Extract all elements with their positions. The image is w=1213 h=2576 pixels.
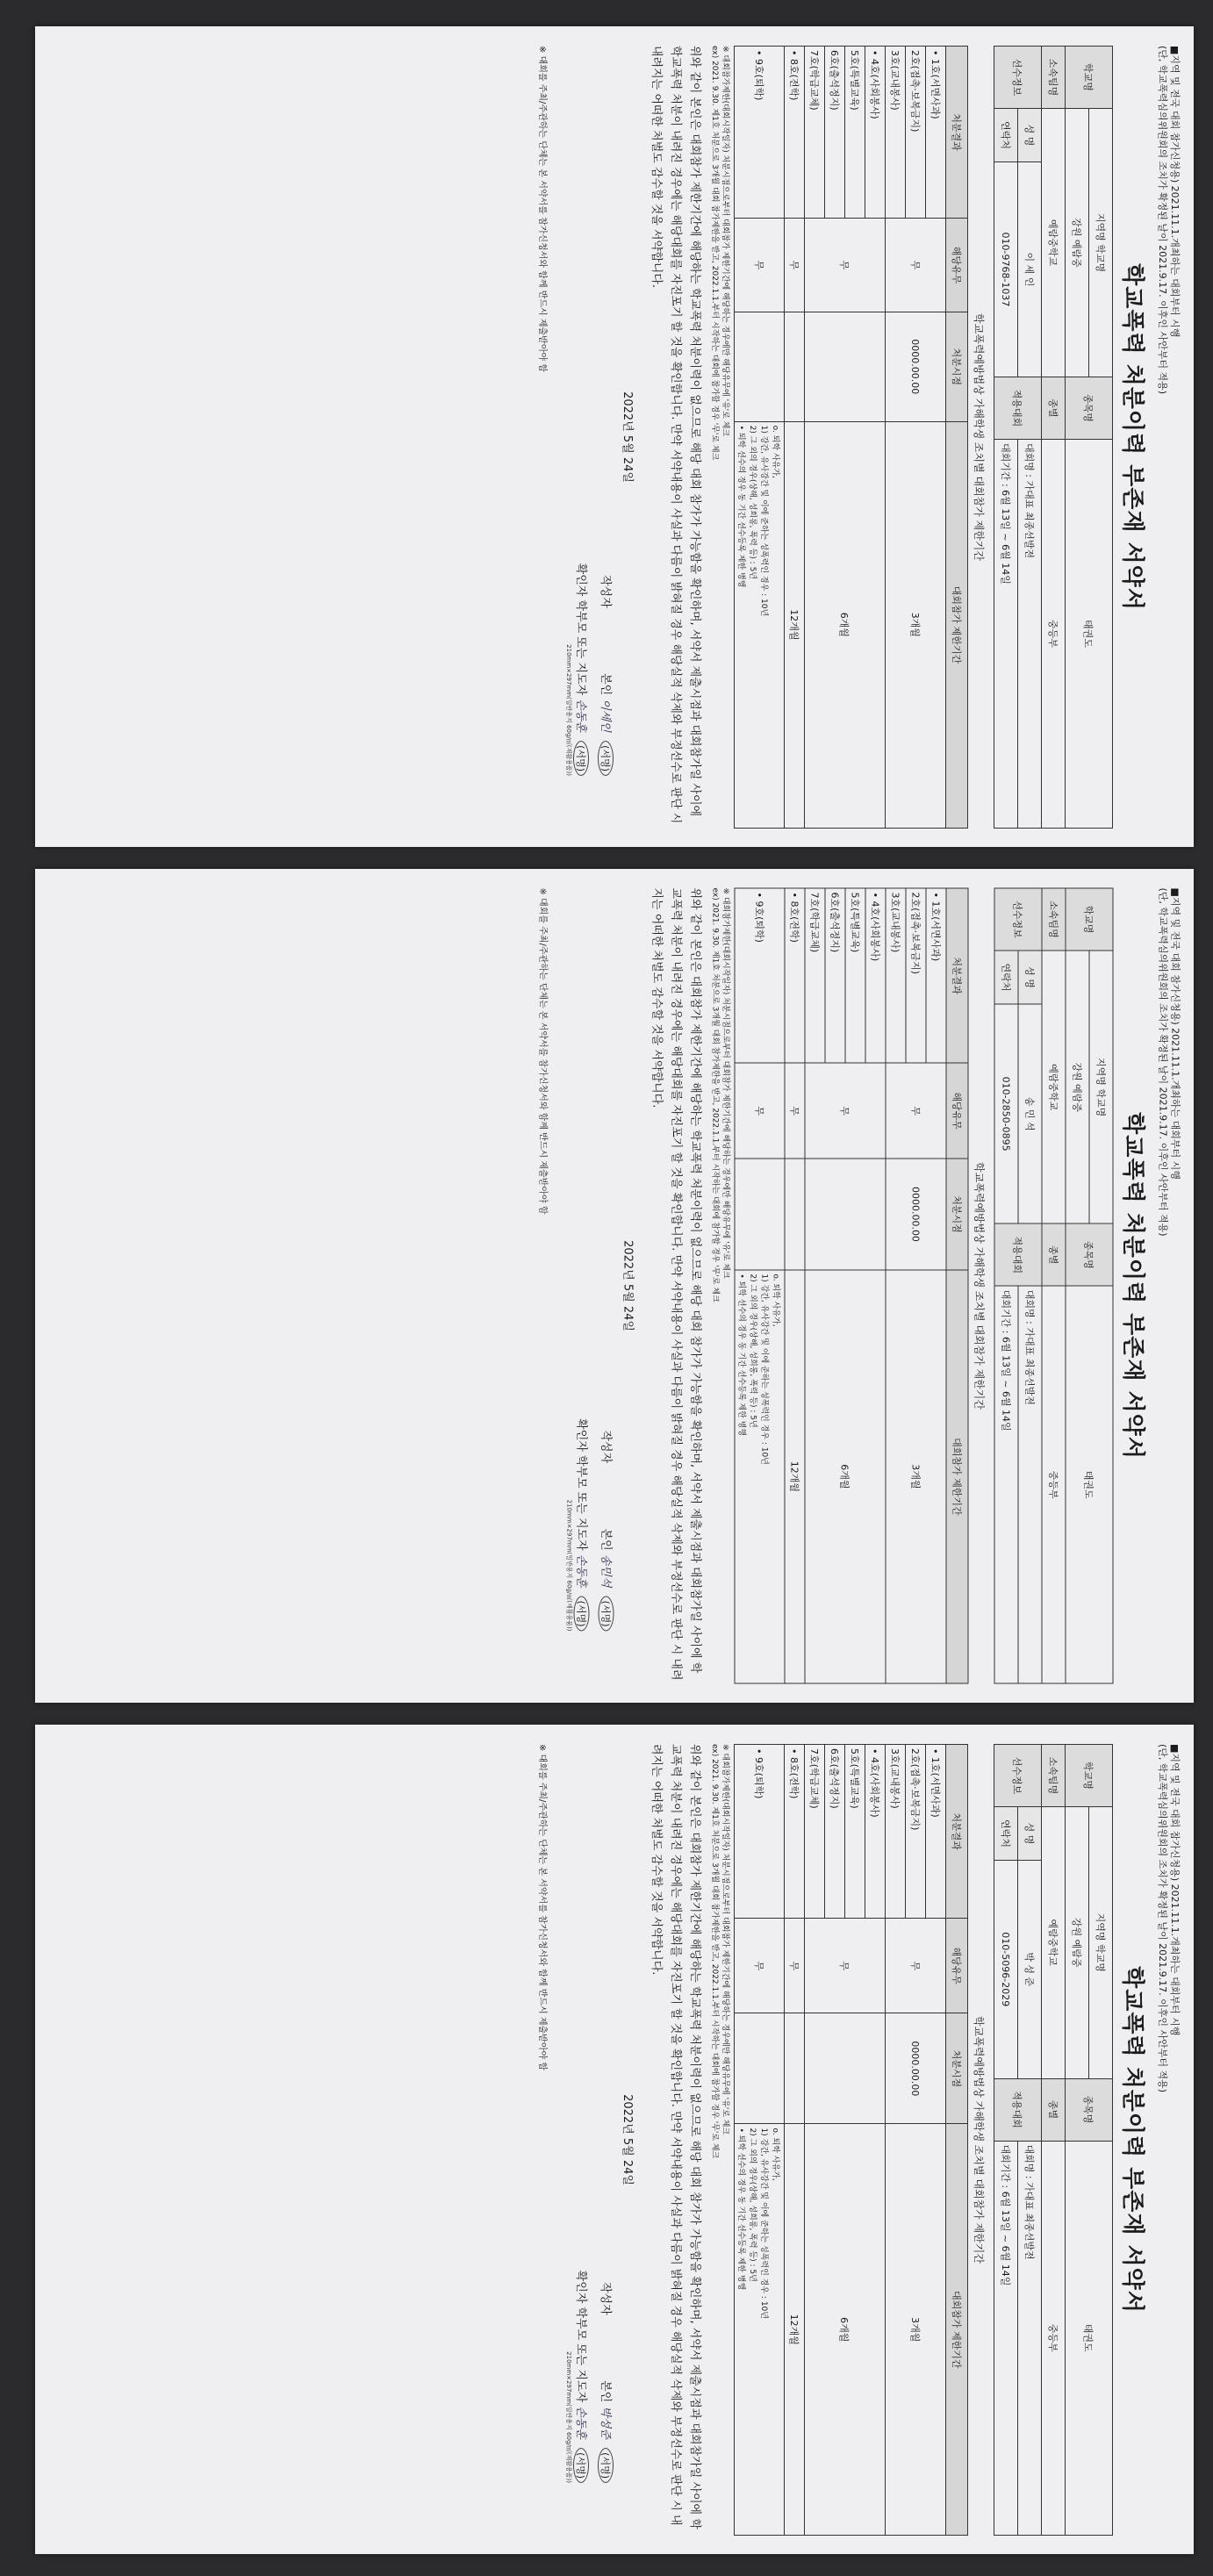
pledge-text: 위와 같이 본인은 대회참가 제한기간에 해당하는 학교폭력 처분이력이 없으므로 해당 대회 참가가 가능함을 확인하며, 서약서 제출시점과 대회참가일 사이에 학교폭력 처분이 내려진 경우에는 해당대회를 자진포기 할 것을 확인합니다. 만약 서약내용이 사실과 다름이 밝혀질 경우 해당실적 삭제와 부정선수로 판단 시 내려지는 어떠한 처벌도 감수할 것을 서약합니다. xyxy=(650,887,702,1681)
category-label: 종별 xyxy=(1042,377,1066,439)
table-cell xyxy=(735,312,785,421)
table-cell: 5호(특별교육) xyxy=(845,1744,865,1918)
table-cell: • 4호(사회봉사) xyxy=(865,888,886,1063)
name-label: 성 명 xyxy=(1018,108,1042,161)
table-cell: 무 xyxy=(886,1918,946,2013)
contact-label: 연락처 xyxy=(994,1806,1018,1860)
header-line-2: (단, 학교폭력심의위원회의 조치가 확정된 날이 2021.9.17. 이후인 사안부터 적용) xyxy=(1157,45,1168,394)
principal-label: 본인 xyxy=(599,672,612,695)
competition-period: 대회기간 : 6월 13일 ~ 6월 14일 xyxy=(994,1286,1018,1683)
contact-label: 연락처 xyxy=(994,951,1018,1004)
table-cell: 무 xyxy=(805,1063,886,1159)
document-title: 학교폭력 처분이력 부존재 서약서 xyxy=(1119,1112,1146,1460)
document-sheet-2 xyxy=(35,869,1194,1703)
name-value: 박 성 준 xyxy=(1018,1860,1042,2078)
contact-value: 010-5096-2029 xyxy=(994,1860,1018,2078)
table-cell: o. 퇴학 사유가, 1) 강간, 유사강간 및 이에 준하는 성폭력인 경우 : 10년 2) 그 외의 경우(상해, 성희롱, 폭력 등) : 5년 • 퇴학 선수의 경우 동 기간 선수등록 제한 병행 xyxy=(735,1270,785,1683)
header-line-2: (단, 학교폭력심의위원회의 조치가 확정된 날이 2021.9.17. 이후인 사안부터 적용) xyxy=(1157,1743,1168,2092)
team-label: 소속팀명 xyxy=(1042,1744,1066,1806)
footer-notice: ※ 대회를 주최/주관하는 단체는 본 서약서를 참가신청서와 함께 반드시 제출받아야 함 xyxy=(537,887,548,1215)
table-cell xyxy=(735,2013,785,2123)
table-cell: 무 xyxy=(735,218,785,312)
table-cell: 무 xyxy=(785,218,805,312)
name-label: 성 명 xyxy=(1018,951,1042,1004)
name-value: 송 민 석 xyxy=(1018,1004,1042,1223)
info-table xyxy=(994,888,1114,1684)
principal-label: 본인 xyxy=(599,1528,613,1551)
table-cell: 6호(출석정지) xyxy=(825,888,845,1063)
table-cell xyxy=(735,1159,785,1270)
school-region-label: 지역명 학교명 xyxy=(1089,108,1113,377)
table-cell: 12개월 xyxy=(785,2123,805,2535)
sanctions-table xyxy=(735,888,969,1684)
team-label: 소속팀명 xyxy=(1042,888,1066,951)
pledge-text: 위와 같이 본인은 대회참가 제한기간에 해당하는 학교폭력 처분이력이 없으므로 해당 대회 참가가 가능함을 확인하며, 서약서 제출시점과 대회참가일 사이에 학교폭력 처분이 내려진 경우에는 해당대회를 자진포기 할 것을 확인합니다. 만약 서약내용이 사실과 다름이 밝혀질 경우 해당실적 삭제와 부정선수로 판단 시 내려지는 어떠한 처벌도 감수할 것을 서약합니다. xyxy=(650,45,701,823)
date: 2022년 5월 24일 xyxy=(621,1240,635,1331)
school-label: 학교명 xyxy=(1066,46,1113,108)
school-label: 학교명 xyxy=(1066,888,1113,951)
team-value: 예람중학교 xyxy=(1042,951,1066,1223)
col-limit: 대회참가 제한기간 xyxy=(946,1270,968,1683)
table-cell: 3호(교내봉사) xyxy=(886,46,906,218)
table-cell: 무 xyxy=(805,218,886,312)
confirmer-line xyxy=(573,1744,591,2483)
table-cell: 3개월 xyxy=(886,1270,946,1683)
table-cell: • 1호(서면사과) xyxy=(926,46,946,218)
table-cell: 3개월 xyxy=(886,421,946,828)
col-limit: 대회참가 제한기간 xyxy=(946,2123,968,2535)
event-value: 태권도 xyxy=(1066,1286,1113,1683)
competition-name: 대회명 : 가대표 최종선발전 xyxy=(1018,439,1042,828)
table-cell: • 4호(사회봉사) xyxy=(865,46,886,218)
principal-signature: 이세인 xyxy=(599,698,612,732)
col-date: 처분시점 xyxy=(946,2013,968,2123)
contact-value: 010-9768-1037 xyxy=(994,161,1018,377)
table-cell: 3호(교내봉사) xyxy=(886,888,906,1063)
seal-mark: (서명) xyxy=(598,741,614,776)
document-sheet-1 xyxy=(35,26,1194,847)
category-value: 중등부 xyxy=(1042,439,1066,828)
table-cell: • 8호(전학) xyxy=(785,1744,805,1918)
table-cell: 3개월 xyxy=(886,2123,946,2535)
writer-line xyxy=(598,1744,615,2483)
table-cell: 6호(출석정지) xyxy=(825,1744,845,1918)
table-cell: 0000.00.00 xyxy=(886,1159,946,1270)
table-cell: 5호(특별교육) xyxy=(845,888,865,1063)
header-line-1: ■지역 및 전국 대회 참가신청용) 2021.11.1.개최하는 대회부터 시행 xyxy=(1169,45,1181,337)
table-cell: • 4호(사회봉사) xyxy=(865,1744,886,1918)
category-value: 중등부 xyxy=(1042,2141,1066,2536)
sanctions-table xyxy=(734,46,968,829)
table-cell: • 8호(전학) xyxy=(785,888,805,1063)
table-cell: 12개월 xyxy=(785,421,805,828)
table-cell: 7호(학급교체) xyxy=(805,46,825,218)
table-cell: 0000.00.00 xyxy=(886,312,946,421)
table-cell: • 1호(서면사과) xyxy=(926,1744,946,1918)
principal-signature: 송민석 xyxy=(599,1553,613,1588)
col-result: 처분결과 xyxy=(946,888,968,1063)
event-label: 종목명 xyxy=(1066,377,1113,439)
player-label: 선수정보 xyxy=(994,46,1042,108)
table-cell: • 9호(퇴학) xyxy=(735,888,785,1063)
table-cell: 7호(학급교체) xyxy=(805,888,825,1063)
table-cell: 6개월 xyxy=(805,1270,886,1683)
school-region-value: 강원 예람중 xyxy=(1066,951,1089,1223)
table-cell xyxy=(785,1159,805,1270)
pledge-text: 위와 같이 본인은 대회참가 제한기간에 해당하는 학교폭력 처분이력이 없으므로 해당 대회 참가가 가능함을 확인하며, 서약서 제출시점과 대회참가일 사이에 학교폭력 처분이 내려진 경우에는 해당대회를 자진포기 할 것을 확인합니다. 만약 서약내용이 사실과 다름이 밝혀질 경우 해당실적 삭제와 부정선수로 판단 시 내려지는 어떠한 처벌도 감수할 것을 서약합니다. xyxy=(650,1743,701,2529)
contact-label: 연락처 xyxy=(994,108,1018,161)
principal-label: 본인 xyxy=(599,2379,612,2402)
competition-label: 적용대회 xyxy=(994,2078,1042,2141)
table-cell: 무 xyxy=(735,1063,785,1159)
seal-mark: (서명) xyxy=(573,741,589,776)
table-cell: 6개월 xyxy=(805,421,886,828)
competition-label: 적용대회 xyxy=(994,1223,1042,1286)
school-label: 학교명 xyxy=(1066,1744,1113,1806)
competition-period: 대회기간 : 6월 13일 ~ 6월 14일 xyxy=(994,2141,1018,2536)
principal-signature: 박성준 xyxy=(599,2405,612,2439)
writer-line xyxy=(598,46,615,776)
table-cell: o. 퇴학 사유가, 1) 강간, 유사강간 및 이에 준하는 성폭력인 경우 : 10년 2) 그 외의 경우(상해, 성희롱, 폭력 등) : 5년 • 퇴학 선수의 경우 동 기간 선수등록 제한 병행 xyxy=(735,421,785,828)
player-label: 선수정보 xyxy=(994,888,1042,951)
table-cell: • 9호(퇴학) xyxy=(735,1744,785,1918)
header-line-2: (단, 학교폭력심의위원회의 조치가 확정된 날이 2021.9.17. 이후인 사안부터 적용) xyxy=(1157,887,1169,1237)
writer-line xyxy=(599,888,616,1632)
col-date: 처분시점 xyxy=(946,1159,968,1270)
player-label: 선수정보 xyxy=(994,1744,1042,1806)
document xyxy=(40,876,1190,1697)
confirmer-label: 확인자 학부모 또는 지도자 xyxy=(574,1418,588,1551)
table-cell: 12개월 xyxy=(785,1270,805,1683)
table-title: 학교폭력예방법상 가해학생 조치별 대회참가 제한기간 xyxy=(973,1162,986,1410)
school-region-value: 강원 예람중 xyxy=(1066,1806,1089,2078)
competition-label: 적용대회 xyxy=(994,377,1042,439)
school-region-value: 강원 예람중 xyxy=(1066,108,1089,377)
confirmer-signature: 손동훈 xyxy=(574,698,587,732)
writer-label: 작성자 xyxy=(599,2281,612,2315)
table-cell: 무 xyxy=(805,1918,886,2013)
header-notice xyxy=(1156,46,1181,829)
seal-mark: (서명) xyxy=(574,1597,590,1632)
document xyxy=(39,33,1189,841)
event-label: 종목명 xyxy=(1066,2078,1113,2141)
name-label: 성 명 xyxy=(1018,1806,1042,1860)
document-title: 학교폭력 처분이력 부존재 서약서 xyxy=(1119,1965,1145,2314)
table-cell: o. 퇴학 사유가, 1) 강간, 유사강간 및 이에 준하는 성폭력인 경우 : 10년 2) 그 외의 경우(상해, 성희롱, 폭력 등) : 5년 • 퇴학 선수의 경우 동 기간 선수등록 제한 병행 xyxy=(735,2123,785,2535)
table-cell: 3호(교내봉사) xyxy=(886,1744,906,1918)
header-notice xyxy=(1156,1744,1181,2536)
table-note: ※ 대회참가제한(대회시작일자) 처분시점으로부터 대회참가 제한기간에 해당하는 경우에만 해당유무에 '유'로 체크 ex) 2021. 9.30. 제1호 처분으로 3개월 대회 참가제한을 받고, 2022.1.1.부터 시작하는 대회에 참가할 경우 '무'로 체크 xyxy=(710,1743,729,2158)
header-line-1: ■지역 및 전국 대회 참가신청용) 2021.11.1.개최하는 대회부터 시행 xyxy=(1169,887,1181,1180)
writer-label: 작성자 xyxy=(599,574,612,608)
table-title: 학교폭력예방법상 가해학생 조치별 대회참가 제한기간 xyxy=(973,312,985,561)
seal-mark: (서명) xyxy=(573,2448,589,2483)
document-rotated-2 xyxy=(40,876,1190,1697)
footer-notice: ※ 대회를 주최/주관하는 단체는 본 서약서를 참가신청서와 함께 반드시 제출받아야 함 xyxy=(537,1743,547,2070)
col-date: 처분시점 xyxy=(946,312,968,421)
table-cell: • 8호(전학) xyxy=(785,46,805,218)
school-region-label: 지역명 학교명 xyxy=(1089,951,1113,1223)
date: 2022년 5월 24일 xyxy=(621,2093,634,2185)
col-result: 처분결과 xyxy=(946,1744,968,1918)
category-label: 종별 xyxy=(1042,2078,1066,2141)
event-value: 태권도 xyxy=(1066,2141,1113,2536)
table-cell: 6호(출석정지) xyxy=(825,46,845,218)
document-title: 학교폭력 처분이력 부존재 서약서 xyxy=(1119,262,1145,611)
info-table xyxy=(994,1744,1113,2536)
confirmer-signature: 손동훈 xyxy=(574,1553,588,1588)
table-note: ※ 대회참가제한(대회시작일자) 처분시점으로부터 대회참가 제한기간에 해당하는 경우에만 해당유무에 '유'로 체크 ex) 2021. 9.30. 제1호 처분으로 3개월 대회 참가제한을 받고, 2022.1.1.부터 시작하는 대회에 참가할 경우 '무'로 체크 xyxy=(710,887,730,1302)
document-rotated-1 xyxy=(39,33,1189,841)
col-applicable: 해당유무 xyxy=(946,1918,968,2013)
table-cell: 무 xyxy=(785,1918,805,2013)
team-label: 소속팀명 xyxy=(1042,46,1066,108)
confirmer-signature: 손동훈 xyxy=(574,2405,587,2439)
table-cell: 2호(접촉·보복금지) xyxy=(906,1744,926,1918)
document-sheet-3 xyxy=(35,1725,1194,2554)
confirmer-label: 확인자 학부모 또는 지도자 xyxy=(574,2270,587,2402)
table-cell: 무 xyxy=(886,218,946,312)
table-cell: 6개월 xyxy=(805,2123,886,2535)
table-cell: 무 xyxy=(886,1063,946,1159)
table-cell xyxy=(785,2013,805,2123)
confirmer-line xyxy=(574,888,592,1632)
info-table xyxy=(994,46,1113,829)
seal-mark: (서명) xyxy=(598,2448,614,2483)
contact-value: 010-2850-0895 xyxy=(994,1004,1018,1223)
table-title: 학교폭력예방법상 가해학생 조치별 대회참가 제한기간 xyxy=(973,2015,985,2264)
col-limit: 대회참가 제한기간 xyxy=(946,421,968,828)
table-cell xyxy=(785,312,805,421)
table-cell xyxy=(805,312,886,421)
team-value: 예람중학교 xyxy=(1042,108,1066,377)
table-cell: 무 xyxy=(735,1918,785,2013)
paper-spec: 210mm×297mm(일반용지 60g/㎡(재활용품)) xyxy=(565,2350,572,2483)
event-label: 종목명 xyxy=(1066,1223,1113,1286)
paper-spec: 210mm×297mm(일반용지 60g/㎡(재활용품)) xyxy=(565,1499,573,1632)
event-value: 태권도 xyxy=(1066,439,1113,828)
table-cell: 7호(학급교체) xyxy=(805,1744,825,1918)
sanctions-table xyxy=(734,1744,968,2536)
team-value: 예람중학교 xyxy=(1042,1806,1066,2078)
table-cell: 2호(접촉·보복금지) xyxy=(906,46,926,218)
seal-mark: (서명) xyxy=(599,1597,614,1632)
competition-name: 대회명 : 가대표 최종선발전 xyxy=(1018,2141,1042,2536)
school-region-label: 지역명 학교명 xyxy=(1089,1806,1113,2078)
date: 2022년 5월 24일 xyxy=(621,391,634,483)
header-notice xyxy=(1157,888,1181,1684)
header-line-1: ■지역 및 전국 대회 참가신청용) 2021.11.1.개최하는 대회부터 시행 xyxy=(1169,1743,1181,2035)
paper-spec: 210mm×297mm(일반용지 60g/㎡(재활용품)) xyxy=(565,643,572,776)
writer-label: 작성자 xyxy=(599,1430,613,1464)
category-label: 종별 xyxy=(1042,1223,1066,1286)
table-note: ※ 대회참가제한(대회시작일자) 처분시점으로부터 대회참가 제한기간에 해당하는 경우에만 해당유무에 '유'로 체크 ex) 2021. 9.30. 제1호 처분으로 3개월 대회 참가제한을 받고, 2022.1.1.부터 시작하는 대회에 참가할 경우 '무'로 체크 xyxy=(710,45,729,460)
competition-period: 대회기간 : 6월 13일 ~ 6월 14일 xyxy=(994,439,1018,828)
table-cell: • 9호(퇴학) xyxy=(735,46,785,218)
table-cell: 5호(특별교육) xyxy=(845,46,865,218)
table-cell: 0000.00.00 xyxy=(886,2013,946,2123)
category-value: 중등부 xyxy=(1042,1286,1066,1683)
col-result: 처분결과 xyxy=(946,46,968,218)
footer-notice: ※ 대회를 주최/주관하는 단체는 본 서약서를 참가신청서와 함께 반드시 제출받아야 함 xyxy=(537,45,547,372)
document-rotated-3 xyxy=(39,1732,1189,2548)
table-cell xyxy=(805,2013,886,2123)
table-cell: • 1호(서면사과) xyxy=(926,888,946,1063)
document xyxy=(39,1732,1189,2548)
table-cell: 무 xyxy=(785,1063,805,1159)
confirmer-line xyxy=(573,46,591,776)
competition-name: 대회명 : 가대표 최종선발전 xyxy=(1018,1286,1042,1683)
confirmer-label: 확인자 학부모 또는 지도자 xyxy=(574,563,587,695)
name-value: 이 세 인 xyxy=(1018,161,1042,377)
col-applicable: 해당유무 xyxy=(946,1063,968,1159)
table-cell xyxy=(805,1159,886,1270)
col-applicable: 해당유무 xyxy=(946,218,968,312)
table-cell: 2호(접촉·보복금지) xyxy=(906,888,926,1063)
